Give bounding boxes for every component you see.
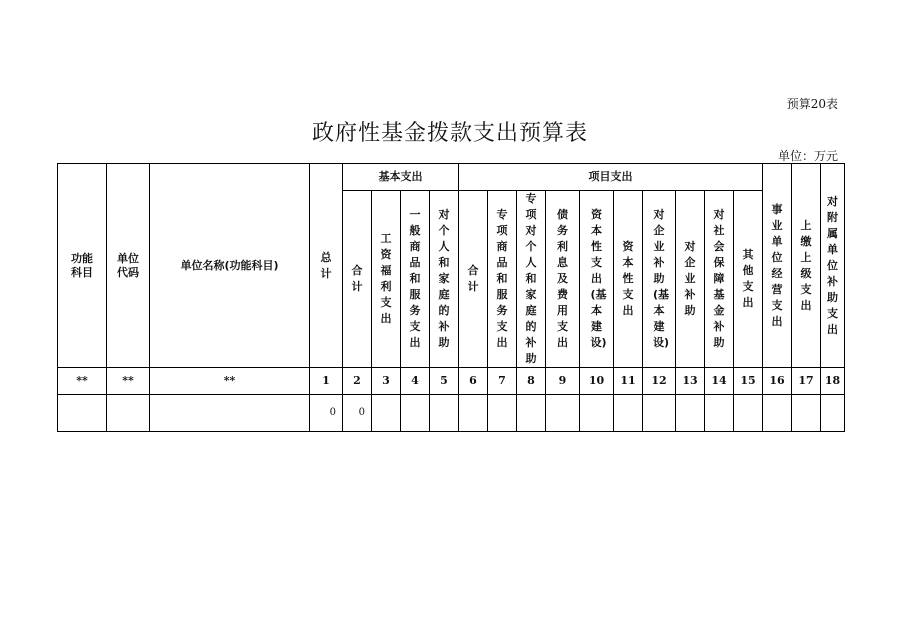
data-cell xyxy=(676,395,705,432)
data-cell xyxy=(643,395,676,432)
index-number: 6 xyxy=(459,368,488,395)
data-cell xyxy=(614,395,643,432)
data-cell xyxy=(546,395,580,432)
data-cell xyxy=(107,395,150,432)
index-star: ** xyxy=(150,368,310,395)
budget-table xyxy=(57,163,845,432)
index-number: 16 xyxy=(763,368,792,395)
data-cell xyxy=(58,395,107,432)
index-star: ** xyxy=(107,368,150,395)
index-number: 18 xyxy=(821,368,845,395)
data-cell-basic-total: 0 xyxy=(343,395,372,432)
index-number: 7 xyxy=(488,368,517,395)
header-unit-name: 单位名称(功能科目) xyxy=(150,164,310,368)
data-cell xyxy=(734,395,763,432)
data-cell xyxy=(517,395,546,432)
index-number: 11 xyxy=(614,368,643,395)
group-basic-expense: 基本支出 xyxy=(343,164,459,191)
header-project-5: 资本性支出(基本建设) xyxy=(580,191,614,368)
data-cell xyxy=(150,395,310,432)
header-basic-4: 对个人和家庭的补助 xyxy=(430,191,459,368)
index-star: ** xyxy=(58,368,107,395)
index-number: 5 xyxy=(430,368,459,395)
data-cell xyxy=(430,395,459,432)
index-number: 2 xyxy=(343,368,372,395)
index-number: 13 xyxy=(676,368,705,395)
header-project-8: 对企业补助 xyxy=(676,191,705,368)
header-trailing-3: 对附属单位补助支出 xyxy=(821,164,845,368)
header-total: 总计 xyxy=(310,164,343,368)
data-cell-total: 0 xyxy=(310,395,343,432)
header-project-6: 资本性支出 xyxy=(614,191,643,368)
index-number: 8 xyxy=(517,368,546,395)
data-cell xyxy=(372,395,401,432)
index-number: 15 xyxy=(734,368,763,395)
index-number: 4 xyxy=(401,368,430,395)
data-cell xyxy=(580,395,614,432)
header-basic-1: 合计 xyxy=(343,191,372,368)
group-project-expense: 项目支出 xyxy=(459,164,763,191)
index-number: 17 xyxy=(792,368,821,395)
index-number: 14 xyxy=(705,368,734,395)
index-row xyxy=(58,368,845,395)
header-project-10: 其他支出 xyxy=(734,191,763,368)
index-number: 9 xyxy=(546,368,580,395)
index-number: 12 xyxy=(643,368,676,395)
header-trailing-2: 上缴上级支出 xyxy=(792,164,821,368)
data-cell xyxy=(821,395,845,432)
index-number: 1 xyxy=(310,368,343,395)
data-cell xyxy=(459,395,488,432)
header-project-9: 对社会保障基金补助 xyxy=(705,191,734,368)
page-title: 政府性基金拨款支出预算表 xyxy=(311,121,588,146)
header-project-2: 专项商品和服务支出 xyxy=(488,191,517,368)
header-func-subject: 功能科目 xyxy=(58,164,107,368)
header-project-3: 专项对个人和家庭的补助 xyxy=(517,191,546,368)
unit-label: 单位：万元 xyxy=(777,149,838,163)
data-row xyxy=(58,395,845,432)
header-project-7: 对企业补助(基本建设) xyxy=(643,191,676,368)
index-number: 3 xyxy=(372,368,401,395)
header-trailing-1: 事业单位经营支出 xyxy=(763,164,792,368)
data-cell xyxy=(488,395,517,432)
header-basic-3: 一般商品和服务支出 xyxy=(401,191,430,368)
data-cell xyxy=(401,395,430,432)
header-unit-code: 单位代码 xyxy=(107,164,150,368)
table-number: 预算20表 xyxy=(786,97,838,111)
header-project-1: 合计 xyxy=(459,191,488,368)
data-cell xyxy=(763,395,792,432)
data-cell xyxy=(792,395,821,432)
data-cell xyxy=(705,395,734,432)
header-project-4: 债务利息及费用支出 xyxy=(546,191,580,368)
index-number: 10 xyxy=(580,368,614,395)
header-basic-2: 工资福利支出 xyxy=(372,191,401,368)
